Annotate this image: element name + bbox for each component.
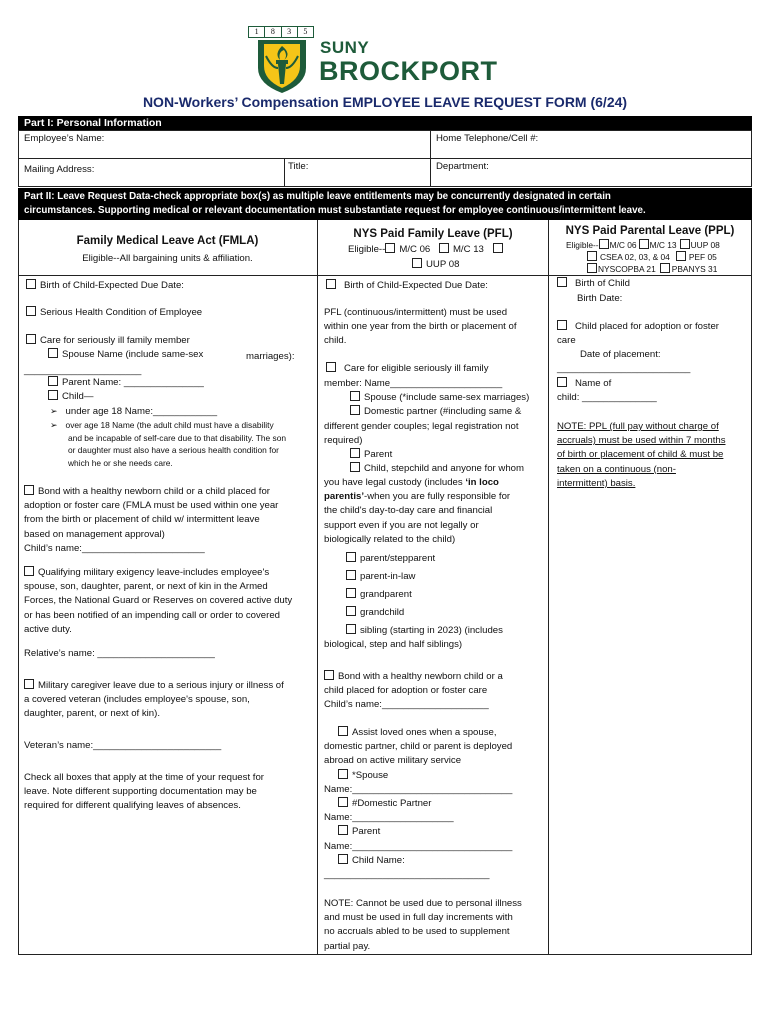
label: Forces, the National Guard or Reserves on covered active duty [24,595,293,607]
label: grandchild [360,607,405,618]
logo-suny: SUNY [320,38,370,57]
checkbox[interactable] [338,797,348,807]
label: Parent [364,449,393,460]
form-title: NON-Workers’ Compensation EMPLOYEE LEAVE REQUEST FORM (6/24) [142,94,628,110]
label: biologically related to the child) [324,533,456,545]
ppl-child-name-field[interactable]: child: ______________ [557,392,657,403]
label: M/C 06 [399,244,431,255]
label: taken on a continuous (non- [557,463,676,475]
ppl-placement-date-field[interactable]: _________________________ [557,363,691,374]
checkbox[interactable] [338,825,348,835]
logo-year-boxes [248,26,314,38]
year-digit: 5 [298,26,314,38]
year-digit: 1 [248,26,265,38]
divider [430,130,431,187]
pfl-child-cont [324,476,510,547]
torch-shield-icon [254,38,310,94]
fmla-over18[interactable] [50,419,286,469]
label: no accruals abled to be used to supplement [324,926,510,938]
checkbox[interactable] [48,390,58,400]
label: under age 18 Name:____________ [65,406,218,417]
label: child. [324,335,347,347]
checkbox-mc13[interactable] [439,243,449,253]
fmla-care-option[interactable] [26,334,190,348]
grid-left-border [18,220,19,954]
label: #Domestic Partner [352,798,432,810]
fmla-marriages: marriages): [246,351,295,362]
grid-col-divider [317,220,318,954]
label: within one year from the birth or placement of [324,321,517,333]
arrow-bullet-icon: ➢ [50,406,58,416]
label: M/C 13 [649,240,677,250]
label: Name of [575,378,612,389]
checkbox[interactable] [557,277,567,287]
label: Parent [352,826,381,838]
label: Birth of Child-Expected Due Date: [40,280,184,291]
checkbox[interactable] [346,588,356,598]
pfl-note [324,306,517,349]
pfl-final-note [324,897,522,954]
label: Child Name: [352,854,405,866]
checkbox[interactable] [326,362,336,372]
childs-name-field[interactable]: Child’s name:_______________________ [24,542,205,554]
checkbox[interactable] [557,377,567,387]
checkbox[interactable] [324,670,334,680]
label: intermittent) basis. [557,477,636,489]
parent-name-field[interactable]: Name:______________________________ [324,840,513,852]
domestic-partner-name-field[interactable]: Name:___________________ [324,812,454,824]
checkbox[interactable] [24,566,34,576]
checkbox[interactable] [26,334,36,344]
label: Child— [62,391,94,402]
pfl-member-name-field[interactable]: member: Name_____________________ [324,378,503,389]
checkbox[interactable] [48,376,58,386]
pfl-grandparent-option[interactable] [346,588,412,602]
checkbox[interactable] [346,552,356,562]
ppl-placement-date: Date of placement: [580,349,661,360]
label: Eligible-- [566,240,599,250]
fmla-spouse-option[interactable] [48,348,203,362]
fmla-parent-option[interactable] [48,376,204,390]
checkbox[interactable] [346,606,356,616]
checkbox[interactable] [346,624,356,634]
arrow-bullet-icon: ➢ [50,420,58,430]
label: required) [324,435,363,447]
label: Birth of Child-Expected Due Date: [344,280,488,291]
pfl-sibling-option[interactable] [346,624,503,638]
checkbox[interactable] [338,854,348,864]
pfl-assist-option[interactable] [324,726,512,882]
label: Check all boxes that apply at the time of your request for [24,772,264,783]
label: you have legal custody (includes [324,477,466,488]
grid-right-border [751,220,752,954]
year-digit: 3 [282,26,298,38]
label: Child, stepchild and anyone for whom [364,463,524,474]
pfl-stepparent-option[interactable] [346,552,435,566]
checkbox[interactable] [26,279,36,289]
label: partial pay. [324,940,371,952]
label: and be incapable of self-care due to that disability. The son [68,432,287,443]
fmla-qualifying-option[interactable] [24,566,292,637]
checkbox[interactable] [26,306,36,316]
label: Assist loved ones when a spouse, [352,727,497,738]
mailing-address-field[interactable]: Mailing Address: [24,164,95,175]
part2-header [18,188,752,220]
ppl-note [557,420,726,491]
label: parent-in-law [360,571,416,582]
checkbox-mc06[interactable] [599,239,609,249]
label: daughter, parent, or next of kin). [24,708,160,720]
label: or daughter must also have a serious health condition for [68,445,279,456]
pfl-bond-option[interactable] [324,670,503,713]
checkbox[interactable] [350,391,360,401]
label: sibling (starting in 2023) (includes [360,625,503,636]
ppl-eligible-row1 [566,239,720,252]
label: spouse, son, daughter, parent, or next of kin in the Armed [24,581,268,593]
part2-header-line2: circumstances. Supporting medical or relevant documentation must substantiate request for employee continuous/intermittent leave. [24,205,646,216]
label: the child's day-to-day care and financial [324,505,493,517]
fmla-birth-option[interactable] [26,279,184,293]
label: over age 18 Name (the adult child must have a disability [65,420,274,430]
label: Care for seriously ill family member [40,335,190,346]
label: support even if you are not legally or [324,519,479,531]
child-name-field[interactable]: _______________________________ [324,869,490,881]
label: Spouse Name (include same-sex [62,349,204,360]
label: parentis’ [324,491,364,503]
label: PBANYS 31 [671,264,718,274]
ppl-eligible-row3 [587,263,717,276]
label: M/C 06 [609,240,637,250]
relatives-name-field[interactable]: Relative’s name: ______________________ [24,648,215,659]
checkbox-pbanys[interactable] [660,263,670,273]
checkbox[interactable] [338,726,348,736]
pfl-parent-option[interactable] [350,448,392,462]
label: leave. Note different supporting documentation may be [24,786,257,798]
label: M/C 13 [452,244,484,255]
checkbox[interactable] [338,769,348,779]
home-phone-field[interactable]: Home Telephone/Cell #: [436,133,539,144]
fmla-instructions [24,771,264,814]
ppl-adopt-option[interactable] [557,320,719,334]
department-field[interactable]: Department: [436,161,489,172]
title-field[interactable]: Title: [288,161,309,172]
fmla-under18[interactable] [50,404,217,419]
label: ‘in loco [465,477,499,488]
checkbox-uup[interactable] [680,239,690,249]
checkbox-pef[interactable] [676,251,686,261]
fmla-child-option[interactable] [48,390,93,404]
fmla-spouse-line[interactable]: ______________________ [24,365,142,376]
label: Qualifying military exigency leave-includes employee's [38,567,270,578]
label: child placed for adoption or foster care [324,685,488,697]
label: which he or she needs care. [68,457,173,468]
label: Birth of Child [575,278,630,289]
checkbox-mc13[interactable] [639,239,649,249]
label: active duty. [24,623,72,635]
checkbox[interactable] [557,320,567,330]
label: Serious Health Condition of Employee [40,307,203,318]
label: based on management approval) [24,528,165,540]
ppl-eligible-row2 [587,251,717,264]
checkbox[interactable] [350,462,360,472]
checkbox[interactable] [350,405,360,415]
checkbox[interactable] [48,348,58,358]
label: NOTE: PPL (full pay without charge of [557,421,719,432]
label: accruals) must be used within 7 months [557,435,726,447]
label: from the birth or placement of child w/ intermittent leave [24,514,260,526]
veterans-name-field[interactable]: Veteran’s name:________________________ [24,740,222,751]
label: adoption or foster care (FMLA must be used within one year [24,500,279,512]
label: NYSCOPBA 21 [598,264,656,274]
pfl-domestic-option[interactable] [350,405,521,419]
label: Domestic partner (#including same & [364,406,522,417]
fmla-military-option[interactable] [24,679,284,722]
part1-header: Part I: Personal Information [18,116,752,130]
label: and must be used in full day increments with [324,912,513,924]
label: abroad on active military service [324,755,462,767]
spouse-name-field[interactable]: Name:______________________________ [324,783,513,795]
checkbox[interactable] [346,570,356,580]
pfl-grandchild-option[interactable] [346,606,404,620]
label: required for different qualifying leaves of absences. [24,800,241,812]
pfl-eligible-uup [412,258,459,272]
ppl-birth-option[interactable] [557,277,630,291]
fmla-serious-option[interactable] [26,306,202,320]
checkbox-blank[interactable] [493,243,503,253]
fmla-title: Family Medical Leave Act (FMLA) [76,235,259,247]
ppl-adopt-care: care [557,335,576,346]
pfl-sibling-cont: biological, step and half siblings) [324,639,463,650]
pfl-birth-option[interactable] [326,279,488,293]
pfl-domestic-cont [324,420,519,448]
fmla-bond-option[interactable] [24,485,278,556]
checkbox-uup[interactable] [412,258,422,268]
logo [248,26,528,92]
pfl-spouse-option[interactable] [350,391,529,405]
logo-brockport: BROCKPORT [319,56,498,86]
label: CSEA 02, 03, & 04 [600,252,670,262]
label: of birth or placement of child & must be [557,449,724,461]
label: Parent Name: _______________ [62,377,204,388]
ppl-birth-date-field[interactable]: Birth Date: [577,293,623,304]
checkbox[interactable] [24,485,34,495]
part2-header-line1: Part II: Leave Request Data-check appropriate box(s) as multiple leave entitlements may be concurrently designated in certain [24,191,611,202]
label: Eligible-- [348,244,386,255]
employee-name-field[interactable]: Employee’s Name: [24,133,105,144]
fmla-eligible: Eligible--All bargaining units & affiliation. [82,253,253,264]
pfl-inlaw-option[interactable] [346,570,415,584]
label: UUP 08 [690,240,720,250]
label: domestic partner, child or parent is deployed [324,741,513,753]
label: -when you are fully responsible for [364,491,511,503]
grid-col-divider [548,220,549,954]
label: NOTE: Cannot be used due to personal illness [324,898,522,909]
checkbox[interactable] [24,679,34,689]
label: Care for eligible seriously ill family [344,363,489,374]
label: Child placed for adoption or foster [575,321,719,332]
label: or has been notified of an impending call or order to covered [24,609,280,621]
label: Military caregiver leave due to a serious injury or illness of [38,680,284,691]
ppl-title: NYS Paid Parental Leave (PPL) [565,225,735,237]
pfl-care-option[interactable] [326,362,489,376]
label: PFL (continuous/intermittent) must be used [324,307,508,318]
checkbox[interactable] [326,279,336,289]
label: a covered veteran (includes employee's spouse, son, [24,694,250,706]
label: Spouse (*include same-sex marriages) [364,392,530,403]
label: UUP 08 [426,259,460,270]
label: grandparent [360,589,412,600]
label: parent/stepparent [360,553,436,564]
label: Bond with a healthy newborn child or a [338,671,503,682]
year-digit: 8 [265,26,281,38]
divider [284,158,285,187]
label: PEF 05 [688,252,717,262]
pfl-child-option[interactable] [350,462,524,476]
checkbox[interactable] [350,448,360,458]
ppl-name-option[interactable] [557,377,611,391]
label: different gender couples; legal registration not [324,421,519,432]
pfl-eligible [348,243,507,257]
childs-name-field[interactable]: Child’s name:____________________ [324,699,489,711]
grid-bottom-border [18,954,752,955]
pfl-title: NYS Paid Family Leave (PFL) [353,228,513,240]
label: *Spouse [352,769,389,781]
label: Bond with a healthy newborn child or a child placed for [38,486,270,497]
divider [18,158,752,159]
checkbox-csea[interactable] [587,251,597,261]
checkbox-mc06[interactable] [385,243,395,253]
checkbox-nyscopba[interactable] [587,263,597,273]
